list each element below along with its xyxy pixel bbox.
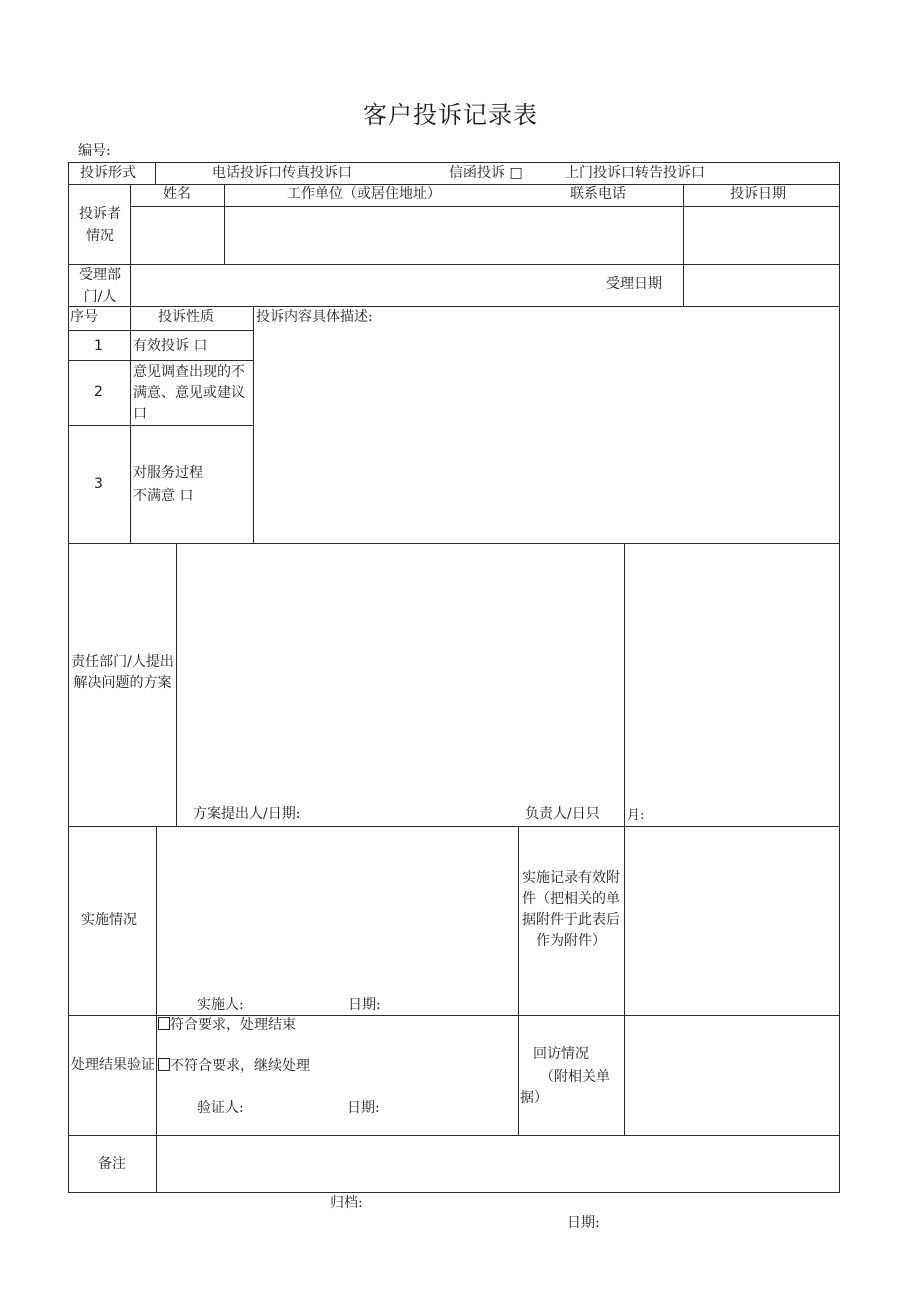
- complaint-form-options-c: 上门投诉口转告投诉口: [565, 165, 705, 181]
- serial-number-label: 编号:: [78, 143, 111, 159]
- implementer-label: 实施人:: [197, 997, 244, 1013]
- complaint-date-field[interactable]: [685, 209, 837, 262]
- nature-option-survey[interactable]: 意见调查出现的不满意、意见或建议口: [133, 364, 245, 422]
- grid-line: [68, 306, 840, 307]
- name-header: 姓名: [163, 186, 191, 202]
- grid-line: [683, 184, 684, 264]
- solution-month-label: 月:: [627, 808, 645, 823]
- solution-proposer-label: 方案提出人/日期:: [193, 806, 301, 822]
- acceptance-date-field[interactable]: [685, 266, 837, 304]
- unit-address-field[interactable]: [226, 209, 681, 262]
- grid-line: [68, 330, 254, 331]
- grid-line: [68, 264, 840, 265]
- verifier-label: 验证人:: [197, 1100, 244, 1116]
- grid-line: [156, 826, 157, 1193]
- grid-line: [68, 425, 254, 426]
- grid-line: [130, 184, 131, 264]
- description-header: 投诉内容具体描述:: [256, 309, 373, 325]
- option-no-checkbox[interactable]: [158, 1058, 310, 1075]
- acceptance-dept-label: 受理部门/人: [79, 267, 121, 305]
- row-number: 3: [94, 476, 103, 492]
- solution-responsible-label: 负责人/日只: [525, 806, 600, 822]
- option-no-label: 不符合要求，继续处理: [170, 1058, 310, 1074]
- grid-line: [68, 184, 840, 185]
- table-border-bottom: [68, 1192, 840, 1193]
- verification-date-label: 日期:: [347, 1100, 380, 1116]
- description-field[interactable]: [257, 330, 835, 538]
- acceptance-date-label: 受理日期: [606, 276, 662, 292]
- seq-header: 序号: [70, 309, 98, 325]
- remarks-label: 备注: [98, 1156, 126, 1172]
- grid-line: [68, 1015, 840, 1016]
- grid-line: [68, 1135, 840, 1136]
- phone-header: 联系电话: [570, 186, 626, 202]
- nature-option-service[interactable]: 对服务过程不满意 口: [133, 465, 203, 504]
- solution-label: 责任部门/人提出解决问题的方案: [71, 654, 174, 691]
- verification-label: 处理结果验证: [71, 1057, 155, 1073]
- checkbox-icon: [158, 1058, 170, 1071]
- grid-line: [130, 206, 840, 207]
- row-number: 1: [94, 338, 103, 354]
- grid-line: [130, 264, 131, 306]
- nature-header: 投诉性质: [158, 309, 214, 325]
- complaint-form-label: 投诉形式: [80, 165, 136, 181]
- unit-address-header: 工作单位（或居住地址）: [287, 186, 441, 202]
- remarks-field[interactable]: [158, 1137, 837, 1190]
- revisit-title: 回访情况: [533, 1046, 589, 1062]
- grid-line: [68, 360, 254, 361]
- implementation-date-label: 日期:: [348, 997, 381, 1013]
- acceptance-dept-field[interactable]: [132, 266, 592, 304]
- checkbox-icon: [158, 1017, 170, 1030]
- option-ok-checkbox[interactable]: [158, 1017, 296, 1034]
- implementation-field[interactable]: [158, 829, 516, 989]
- grid-line: [68, 826, 840, 827]
- grid-line: [155, 162, 156, 184]
- grid-line: [224, 184, 225, 264]
- attachment-label: 实施记录有效附件（把相关的单据附件于此表后作为附件）: [522, 870, 620, 949]
- complainant-section-label: 投诉者情况: [79, 206, 121, 244]
- complaint-form-options-b: 信函投诉 □: [449, 165, 523, 181]
- grid-line: [624, 543, 625, 826]
- grid-line: [518, 826, 519, 1135]
- grid-line: [176, 543, 177, 826]
- revisit-field[interactable]: [627, 1018, 837, 1132]
- table-border-right: [839, 162, 840, 1193]
- archive-label: 归档:: [330, 1195, 363, 1211]
- attachment-field[interactable]: [627, 829, 837, 1013]
- table-border-top: [68, 162, 840, 163]
- footer-date-label: 日期:: [567, 1215, 600, 1231]
- table-border-left: [68, 162, 69, 1193]
- nature-option-valid[interactable]: 有效投诉 口: [133, 338, 208, 354]
- implementation-label: 实施情况: [81, 912, 137, 928]
- complaint-form-options-a: 电话投诉口传真投诉口: [212, 165, 352, 181]
- option-ok-label: 符合要求，处理结束: [170, 1017, 296, 1033]
- solution-field[interactable]: [178, 546, 621, 796]
- name-field[interactable]: [132, 209, 222, 262]
- revisit-note: （附相关单据）: [520, 1069, 610, 1106]
- page-title: 客户投诉记录表: [363, 101, 538, 129]
- complaint-date-header: 投诉日期: [730, 186, 786, 202]
- grid-line: [624, 826, 625, 1135]
- grid-line: [683, 264, 684, 306]
- grid-line: [68, 543, 840, 544]
- row-number: 2: [94, 384, 103, 400]
